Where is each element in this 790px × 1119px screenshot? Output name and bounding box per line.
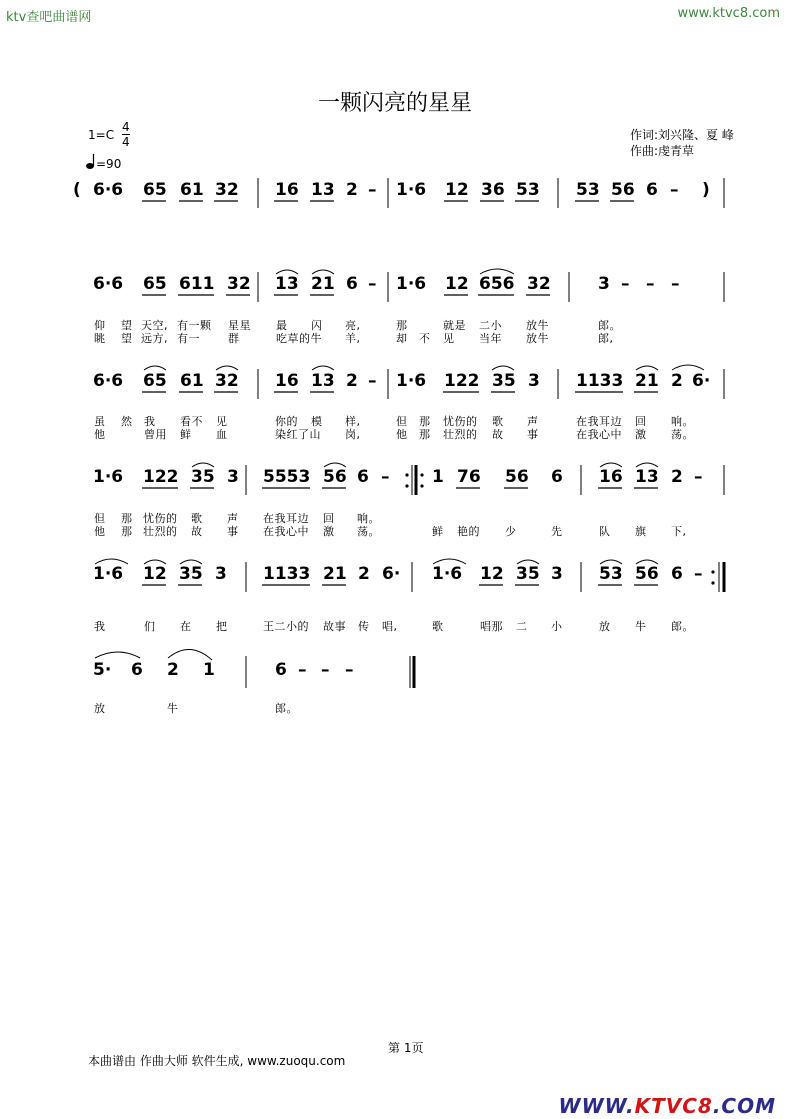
lyric-syllable: 天空, bbox=[141, 319, 168, 332]
key-signature: 1=C bbox=[88, 128, 115, 142]
note-group: 1·6 bbox=[93, 564, 124, 584]
lyric-syllable: 下, bbox=[671, 525, 687, 538]
note-group: 13 bbox=[311, 180, 335, 200]
page-number: 第 1页 bbox=[388, 1041, 424, 1055]
lyric-syllable: 王二小的 bbox=[263, 620, 309, 633]
watermark-top-right: www.ktvc8.com bbox=[677, 6, 780, 21]
note-group: – bbox=[368, 180, 377, 200]
note-group: 122 bbox=[143, 467, 179, 487]
lyric-syllable: 样, bbox=[345, 415, 361, 428]
generator-note: 本曲谱由 作曲大师 软件生成, www.zuoqu.com bbox=[88, 1054, 346, 1068]
note-group: 32 bbox=[215, 180, 239, 200]
note-group: 65 bbox=[143, 371, 167, 391]
lyric-syllable: 歌 bbox=[191, 512, 203, 525]
lyric-syllable: 声 bbox=[527, 415, 539, 428]
lyric-syllable: 郎。 bbox=[671, 620, 694, 633]
note-group: 1·6 bbox=[396, 180, 427, 200]
note-group: – bbox=[368, 371, 377, 391]
note-group: 6· bbox=[382, 564, 401, 584]
note-group: 2 bbox=[346, 371, 358, 391]
note-group: 21 bbox=[323, 564, 347, 584]
watermark-brand: KTVC8 bbox=[634, 1094, 713, 1118]
lyric-syllable: 眺 bbox=[94, 332, 106, 345]
note-group: 53 bbox=[599, 564, 623, 584]
lyric-syllable: 荡。 bbox=[671, 428, 694, 441]
note-group: 65 bbox=[143, 274, 167, 294]
lyric-syllable: 亮, bbox=[345, 319, 361, 332]
lyric-syllable: 在我心中 bbox=[576, 428, 622, 441]
note-group: 656 bbox=[479, 274, 515, 294]
note-group: 61 bbox=[180, 371, 204, 391]
note-group: 13 bbox=[311, 371, 335, 391]
lyric-syllable: 那 bbox=[419, 428, 431, 441]
lyric-syllable: 先 bbox=[551, 525, 563, 538]
lyric-syllable: 曾用 bbox=[144, 428, 167, 441]
lyric-syllable: 但 bbox=[94, 512, 106, 525]
lyric-syllable: 不 bbox=[419, 332, 431, 345]
lyric-syllable: 事 bbox=[227, 525, 239, 538]
note-group: 32 bbox=[227, 274, 251, 294]
note-group: 53 bbox=[576, 180, 600, 200]
lyric-syllable: 郎。 bbox=[275, 702, 298, 715]
lyric-syllable: 远方, bbox=[141, 332, 168, 345]
note-group: – bbox=[298, 660, 307, 680]
note-group: 35 bbox=[516, 564, 540, 584]
note-group: 1 bbox=[203, 660, 215, 680]
note-group: ( bbox=[73, 180, 81, 200]
lyric-syllable: 故事 bbox=[323, 620, 346, 633]
lyric-syllable: 事 bbox=[527, 428, 539, 441]
lyric-syllable: 回 bbox=[635, 415, 647, 428]
lyric-syllable: 唱那 bbox=[480, 620, 503, 633]
note-group: 35 bbox=[492, 371, 516, 391]
note-group: 56 bbox=[635, 564, 659, 584]
note-group: 12 bbox=[480, 564, 504, 584]
note-group: 32 bbox=[527, 274, 551, 294]
lyric-syllable: 看不 bbox=[180, 415, 203, 428]
note-group: 2 bbox=[671, 371, 683, 391]
note-group: – bbox=[621, 274, 630, 294]
lyric-syllable: 群 bbox=[228, 332, 240, 345]
lyric-syllable: 他 bbox=[94, 428, 106, 441]
lyric-syllable: 有一 bbox=[177, 332, 200, 345]
note-group: 2 bbox=[167, 660, 179, 680]
lyric-syllable: 但 bbox=[396, 415, 408, 428]
note-group: 35 bbox=[191, 467, 215, 487]
note-group: 3 bbox=[528, 371, 540, 391]
lyric-syllable: 模 bbox=[311, 415, 323, 428]
note-group: 6 bbox=[646, 180, 658, 200]
note-group: 65 bbox=[143, 180, 167, 200]
lyric-syllable: 荡。 bbox=[357, 525, 380, 538]
note-group: – bbox=[368, 274, 377, 294]
note-group: 21 bbox=[311, 274, 335, 294]
note-group: 6· bbox=[692, 371, 711, 391]
lyric-syllable: 我 bbox=[144, 415, 156, 428]
lyric-syllable: 放牛 bbox=[526, 332, 549, 345]
lyric-syllable: 岗, bbox=[345, 428, 361, 441]
lyric-syllable: 牛 bbox=[167, 702, 179, 715]
lyric-syllable: 有一颗 bbox=[177, 319, 212, 332]
note-group: 16 bbox=[275, 180, 299, 200]
note-group: 2 bbox=[358, 564, 370, 584]
lyric-syllable: 虽 bbox=[94, 415, 106, 428]
note-group: 1133 bbox=[263, 564, 311, 584]
composer: 作曲:虔青草 bbox=[630, 144, 695, 158]
note-group: 13 bbox=[275, 274, 299, 294]
note-group: 6 bbox=[357, 467, 369, 487]
lyric-syllable: 歌 bbox=[432, 620, 444, 633]
lyric-syllable: 们 bbox=[144, 620, 156, 633]
lyric-syllable: 放牛 bbox=[526, 319, 549, 332]
note-group: 6 bbox=[671, 564, 683, 584]
lyric-syllable: 那 bbox=[419, 415, 431, 428]
lyric-syllable: 在 bbox=[180, 620, 192, 633]
note-group: 56 bbox=[611, 180, 635, 200]
note-group: 122 bbox=[444, 371, 480, 391]
note-group: 3 bbox=[215, 564, 227, 584]
note-group: 5· bbox=[93, 660, 112, 680]
note-group: 2 bbox=[671, 467, 683, 487]
note-group: 12 bbox=[143, 564, 167, 584]
lyric-syllable: 忧伤的 bbox=[143, 512, 178, 525]
note-group: 12 bbox=[445, 180, 469, 200]
note-group: – bbox=[694, 564, 703, 584]
lyric-syllable: 郎。 bbox=[598, 319, 621, 332]
lyric-syllable: 歌 bbox=[492, 415, 504, 428]
lyric-syllable: 艳的 bbox=[457, 525, 480, 538]
note-group: 1 bbox=[432, 467, 444, 487]
note-group: 12 bbox=[445, 274, 469, 294]
lyric-syllable: 就是 bbox=[443, 319, 466, 332]
note-group: 1·6 bbox=[396, 371, 427, 391]
lyric-syllable: 声 bbox=[227, 512, 239, 525]
note-group: 16 bbox=[275, 371, 299, 391]
time-signature-bottom: 4 bbox=[122, 135, 130, 149]
lyric-syllable: 在我耳边 bbox=[263, 512, 309, 525]
lyric-syllable: 队 bbox=[599, 525, 611, 538]
lyric-syllable: 见 bbox=[216, 415, 228, 428]
note-group: – bbox=[381, 467, 390, 487]
note-group: 5553 bbox=[263, 467, 311, 487]
lyric-syllable: 我 bbox=[94, 620, 106, 633]
note-group: 6·6 bbox=[93, 180, 124, 200]
note-group: 1·6 bbox=[396, 274, 427, 294]
lyric-syllable: 旗 bbox=[635, 525, 647, 538]
lyric-syllable: 鲜 bbox=[432, 525, 444, 538]
lyric-syllable: 二小 bbox=[479, 319, 502, 332]
lyric-syllable: 望 bbox=[121, 319, 133, 332]
note-group: 1·6 bbox=[432, 564, 463, 584]
lyric-syllable: 你的 bbox=[275, 415, 298, 428]
lyric-syllable: 故 bbox=[191, 525, 203, 538]
note-group: 1133 bbox=[576, 371, 624, 391]
lyric-syllable: 小 bbox=[551, 620, 563, 633]
lyric-syllable: 放 bbox=[599, 620, 611, 633]
note-group: – bbox=[671, 274, 680, 294]
note-group: 35 bbox=[179, 564, 203, 584]
note-group: 61 bbox=[180, 180, 204, 200]
lyric-syllable: 望 bbox=[121, 332, 133, 345]
note-group: 56 bbox=[505, 467, 529, 487]
note-group: 2 bbox=[346, 180, 358, 200]
note-group: 76 bbox=[457, 467, 481, 487]
note-group: 36 bbox=[481, 180, 505, 200]
watermark-top-left: ktv查吧曲谱网 bbox=[6, 10, 92, 25]
note-group: ) bbox=[702, 180, 710, 200]
note-group: 6 bbox=[275, 660, 287, 680]
lyricist: 作词:刘兴隆、夏 峰 bbox=[630, 128, 734, 142]
lyric-syllable: 激 bbox=[323, 525, 335, 538]
lyric-syllable: 回 bbox=[323, 512, 335, 525]
lyric-syllable: 把 bbox=[216, 620, 228, 633]
lyric-syllable: 星星 bbox=[228, 319, 251, 332]
note-group: – bbox=[694, 467, 703, 487]
song-title: 一颗闪亮的星星 bbox=[317, 91, 472, 116]
lyric-syllable: 闪 bbox=[311, 319, 323, 332]
note-group: – bbox=[321, 660, 330, 680]
lyric-syllable: 却 bbox=[396, 332, 408, 345]
note-group: 6 bbox=[346, 274, 358, 294]
lyric-syllable: 那 bbox=[121, 525, 133, 538]
lyric-syllable: 在我耳边 bbox=[576, 415, 622, 428]
lyric-syllable: 二 bbox=[516, 620, 528, 633]
lyric-syllable: 响。 bbox=[357, 512, 380, 525]
lyric-syllable: 壮烈的 bbox=[443, 428, 478, 441]
watermark-bottom-right bbox=[559, 1094, 776, 1118]
lyric-syllable: 在我心中 bbox=[263, 525, 309, 538]
note-group: 1·6 bbox=[93, 467, 124, 487]
note-group: 3 bbox=[227, 467, 239, 487]
note-group: 6 bbox=[551, 467, 563, 487]
lyric-syllable: 羊, bbox=[345, 332, 361, 345]
lyric-syllable: 响。 bbox=[671, 415, 694, 428]
note-group: 3 bbox=[551, 564, 563, 584]
time-signature-top: 4 bbox=[122, 120, 130, 134]
lyric-syllable: 牛 bbox=[635, 620, 647, 633]
note-group: 13 bbox=[635, 467, 659, 487]
lyric-syllable: 传 bbox=[358, 620, 370, 633]
lyric-syllable: 然 bbox=[121, 415, 133, 428]
lyric-syllable: 忧伤的 bbox=[443, 415, 478, 428]
note-group: – bbox=[670, 180, 679, 200]
note-group: 53 bbox=[516, 180, 540, 200]
note-group: 21 bbox=[635, 371, 659, 391]
lyric-syllable: 那 bbox=[121, 512, 133, 525]
lyric-syllable: 鲜 bbox=[180, 428, 192, 441]
lyric-syllable: 他 bbox=[94, 525, 106, 538]
note-group: 6·6 bbox=[93, 274, 124, 294]
lyric-syllable: 见 bbox=[443, 332, 455, 345]
lyric-syllable: 他 bbox=[396, 428, 408, 441]
tempo-value: =90 bbox=[96, 157, 122, 171]
note-group: – bbox=[646, 274, 655, 294]
note-group: 16 bbox=[599, 467, 623, 487]
lyric-syllable: 激 bbox=[635, 428, 647, 441]
watermark-com: .COM bbox=[712, 1094, 776, 1118]
note-group: 56 bbox=[323, 467, 347, 487]
lyric-syllable: 唱, bbox=[382, 620, 398, 633]
lyric-syllable: 那 bbox=[396, 319, 408, 332]
note-group: 32 bbox=[215, 371, 239, 391]
lyric-syllable: 故 bbox=[492, 428, 504, 441]
note-group: 3 bbox=[598, 274, 610, 294]
note-group: 6·6 bbox=[93, 371, 124, 391]
lyric-syllable: 染红了山 bbox=[275, 428, 321, 441]
lyric-syllable: 放 bbox=[94, 702, 106, 715]
lyric-syllable: 最 bbox=[276, 319, 288, 332]
note-group: – bbox=[345, 660, 354, 680]
lyric-syllable: 当年 bbox=[479, 332, 502, 345]
watermark-www: WWW. bbox=[558, 1094, 635, 1118]
lyric-syllable: 郎, bbox=[598, 332, 614, 345]
lyric-syllable: 血 bbox=[216, 428, 228, 441]
note-group: 611 bbox=[179, 274, 215, 294]
lyric-syllable: 吃草的牛 bbox=[276, 332, 322, 345]
lyric-syllable: 壮烈的 bbox=[143, 525, 178, 538]
lyric-syllable: 仰 bbox=[94, 319, 106, 332]
note-group: 6 bbox=[131, 660, 143, 680]
lyric-syllable: 少 bbox=[505, 525, 517, 538]
